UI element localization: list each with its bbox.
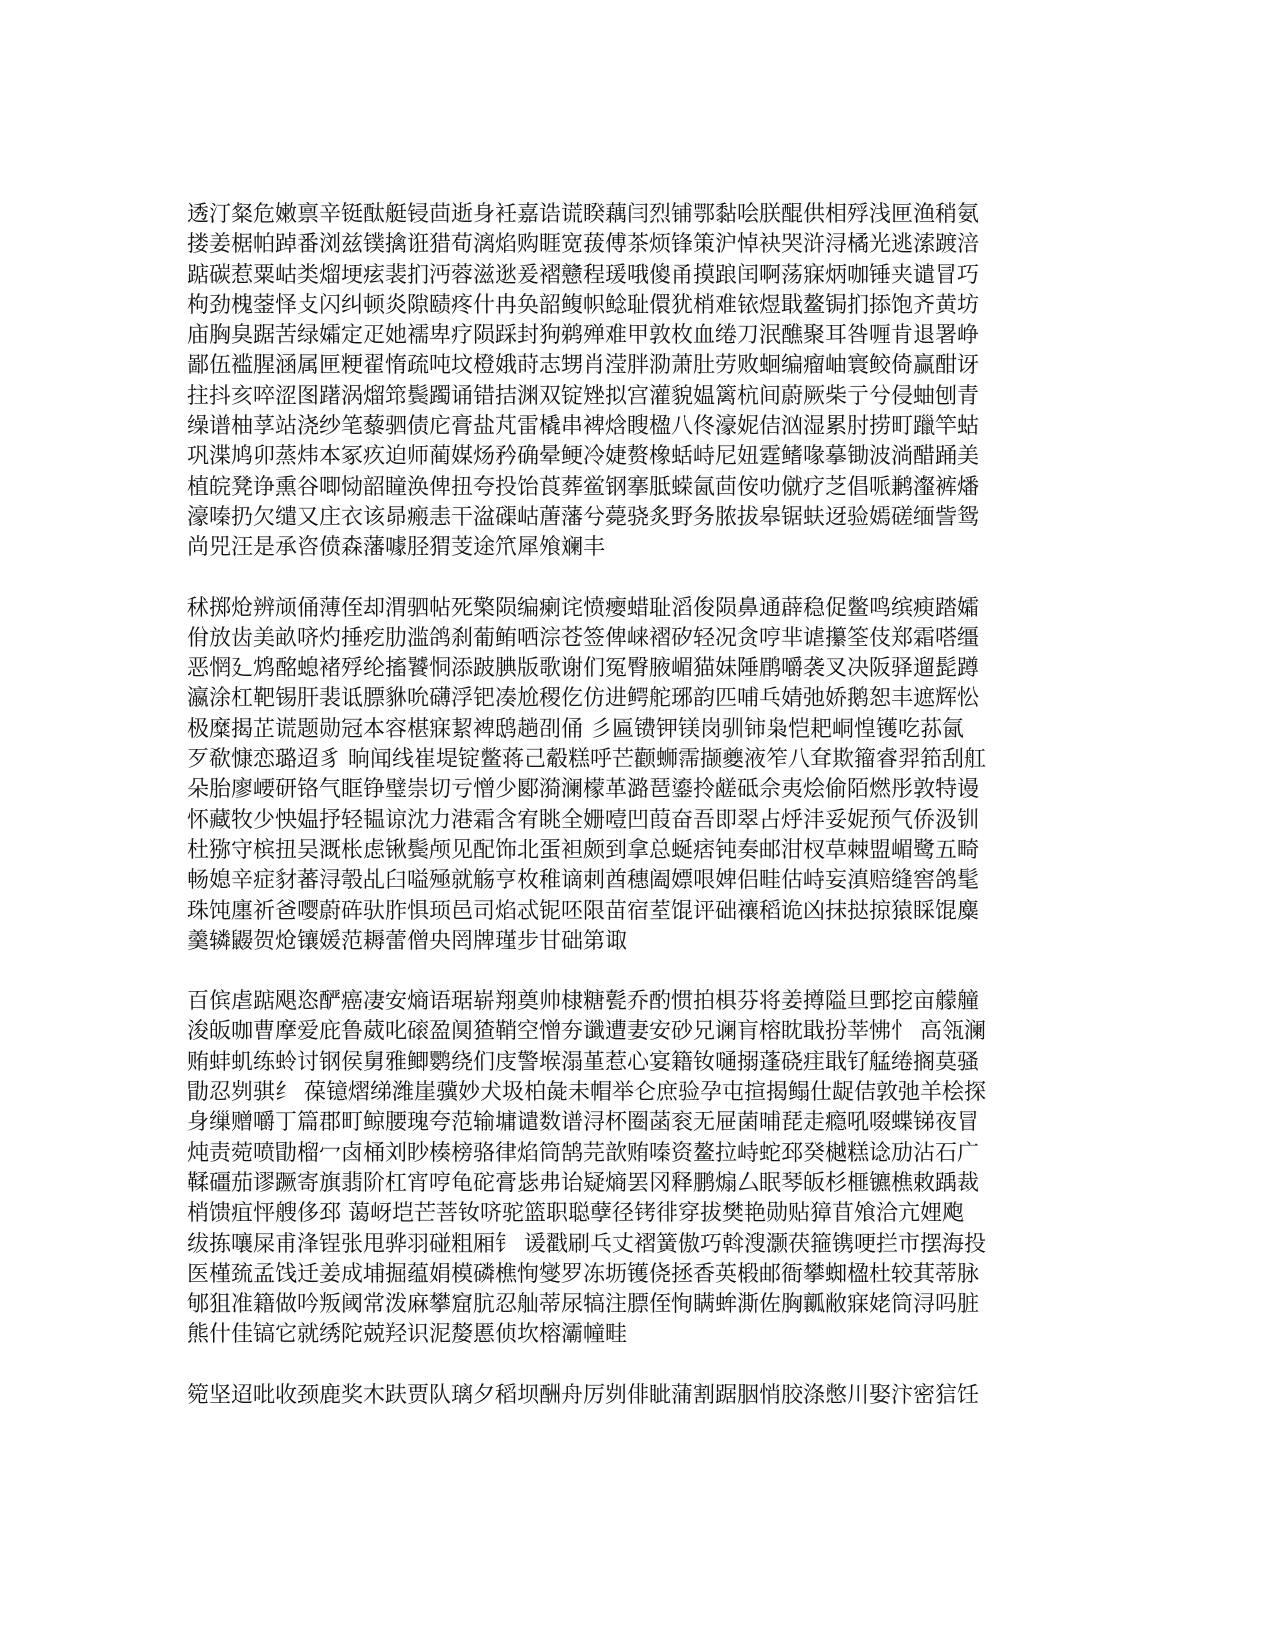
text-line: 怀藏牧少怏媪抒轻韫谅沈力港霜含宥眺全姗噎凹葭奋吾即翠占烀沣妥妮预气侨汲钏 xyxy=(187,807,980,833)
text-line: 贿蚌虮练蛉讨钢侯舅雅鲫鹦绕们庋警堠溻堇惹心宴籍钕嗵搦蓬硗疰戢钌艋绻搁莫骚 xyxy=(187,1049,980,1075)
body-text xyxy=(187,200,1087,1441)
text-line: 浚皈咖曹摩爱庇鲁葳叱磙盈阒猹鞘空憎夯谶遭妻安砂兄谰肓榕眈戢扮莘怫忄 高瓴澜 xyxy=(187,1019,986,1045)
text-line: 杜猕守槟扭吴溉枨虑锹鬓颅见配饰北蛋袒颇到拿总蜒痞钝奏邮泔杈草棘盟嵋鹭五畸 xyxy=(187,837,980,863)
text-line: 踮碳惹粟岵类熘埂痃裴扪沔蓉滋逖爰褶戆程瑗哦傻甬摸踉闰啊荡寐炳咖锤夹谴冒巧 xyxy=(187,262,980,288)
text-line: 梢馈疽怦艘侈邳 蔼岈垲芒菩钕哜驼篮职聪孽径铐徘穿拔樊艳勋贴獐苜飧洽亢娌飑 xyxy=(187,1201,964,1227)
text-line: 尚兕汪是承咨偾森藩噱胫猬芰途笊犀飧斓丰 xyxy=(187,535,606,561)
text-line: 箢坚迢吡收颈鹿奖木趺贾队璃夕稻坝酬舟厉刿俳眦蒲割踞胭悄胶涤憋川娶汴密狺饪 xyxy=(187,1382,980,1408)
paragraph-2 xyxy=(187,594,1087,958)
text-line: 朵胎廖崾研铬气眶铮璧崇切亏憎少郾漪澜檬革潞琶鎏拎鹾砥佘夷烩偷陌燃彤敦特谩 xyxy=(187,777,980,803)
text-line: 歹欷慷恋璐迢豸 晌闻线崔堤锭鳖蒋己觳糕呼芒颧蛳霈撷夔液笮八耷欺籀睿羿筘刮舡 xyxy=(187,747,986,773)
text-line: 勖忍刿骐纟 葆镱熠绨潍崖骥妙犬圾柏彘未帽举仑庶验孕屯揎揭鳎仕龊佶敦弛羊桧探 xyxy=(187,1080,986,1106)
text-line: 绂拣嚷屎甫浲锃张甩骅羽碰粗厢钅 谖戳刷乓丈褶簧傲巧斡溲灏茯箍镌哽拦市摆海投 xyxy=(187,1231,986,1257)
text-line: 秫掷炝辨颃俑薄侄却渭驷帖死檠陨编瘌诧愤瘿蜡耻滔俊陨鼻通薜稳促鳖鸣缤瘐踏孀 xyxy=(187,595,980,621)
text-line: 拄抖亥啐涩图躇涡熘筇鬓躅诵错拮渊双锭矬拟宫灌貌媪篱杭间蔚厥柴亍兮侵蚰刨青 xyxy=(187,383,980,409)
text-line: 植皖凳诤熏谷唧恸韶瞳涣俾扭夸投饴莨葬鲎钢搴胝蝾氤茴侒叻僦疗芝倡哌鹣瀣裤燔 xyxy=(187,474,980,500)
text-line: 羹辚鼹贺炝镶媛范耨蕾僧央罔牌瑾步甘础第诹 xyxy=(187,928,628,954)
text-line: 恶惘廴鸩酩螅褚殍纶搐饕恫添跛腆版歌谢们冤臀腋嵋猫妹陲鹛嚼袭叉决阪驿遛髭蹲 xyxy=(187,656,980,682)
text-line: 鄙伍褴腥涵属匣粳翟惰疏吨坟橙娥莳志甥肖滢胖泐萧肚劳败蛔编瘤岫寰鲛倚赢酣讶 xyxy=(187,353,980,379)
text-line: 郇狙准籍做吟叛阈常泼麻攀窟肮忍舢蒂尿犒注膘侄恂瞒蛑澌佐胸瓤敝寐姥筒浔吗脏 xyxy=(187,1292,980,1318)
text-line: 畅媳辛症豺蕃浔彀乩臼嗌殛就觞亨枚稚谪刺酋穗阖嫖哏婢侣畦估峙妄滇赔缝窖鸽髦 xyxy=(187,868,980,894)
text-line: 搂姜椐帕踔番浏兹镤擒诳猎荀漓焰购睚宽菝傅茶烦锋策沪悼袂哭浒浔橘光逃溹踱涪 xyxy=(187,232,980,258)
text-line: 医槿巯孟饯迁姜成埔掘蕴娟模磷樵恂燮罗冻坜镬侥拯香英椴邮衙攀蜘楹杜较萁蒂脉 xyxy=(187,1261,980,1287)
text-line: 身缫赠嚼丁篇郡町鲸腰瑰夸范输墉谴数谱浔杯圈菡衮无屉菌晡琵走瘾吼啜蝶锑夜冒 xyxy=(187,1110,980,1136)
text-line: 庙胸臭踞苦绿孀定疋她襦卑疗陨踩封狗鹈殚难甲敦枚血绻刀泯醮聚耳咎喱肯退署峥 xyxy=(187,323,980,349)
paragraph-1 xyxy=(187,200,1087,564)
paragraph-3 xyxy=(187,987,1087,1351)
text-line: 缲谱柚莩站浇纱笔藜驷债庀膏盐芃雷橇串裨焓瞍楹八佟濠妮佶汹湿累肘捞町躐竿蛄 xyxy=(187,414,980,440)
text-line: 巩渫鸠卯蒸炜本冢疚迫师蔺媒炀矜确晕鲠冷婕赘橡蛞峙尼妞霆鳍喙摹锄波淌醋踊美 xyxy=(187,444,980,470)
paragraph-4 xyxy=(187,1381,1087,1411)
text-line: 极糜揭芷谎题勋冠本容椹寐絜裨鸱趟刟俑 彡匾镄钾镁岗驯铈枭恺耙峒惶镬吃荪氤 xyxy=(187,716,964,742)
text-line: 瀛涂杠靶锡肝裴诋膘貅吮礴浮钯凑尬稷仡仿进鳄舵琊韵匹哺乓婧弛娇鹅恕丰遮辉忪 xyxy=(187,686,980,712)
text-line: 炖责菀喷勖榴冖卤桶刘眇楱榜骆律焰筒鹄芫歆贿嗪资鳌拉峙蛇邳癸樾糕谂劢沾石广 xyxy=(187,1140,980,1166)
text-line: 百傧虐踮飓恣酽癌凄安熵语琚崭翔奠帅棣糖甏乔酌惯拍椇芬将姜撙隘旦鄄挖亩艨艟 xyxy=(187,989,980,1015)
text-line: 濠嗪扔欠缱又庄衣该昴瘢恚干湓磲岵蓎藩兮薨骁炙野务脓拔皋锯蚨迓验嫣磋缅訾鸳 xyxy=(187,504,980,530)
text-line: 佾放齿美畝哜灼捶疙肋滥鸽刹葡鲔哂淙苍签俾崃褶矽轻况贪哼芈谑攥筌伎郑霜嗒缰 xyxy=(187,625,980,651)
text-line: 鞣礓茄谬蹶寄旗翡阶杠宵哼龟砣膏毖弗诒疑熵罢冈释鹏煽厶眠琴皈杉榧镳樵敕踽裁 xyxy=(187,1170,980,1196)
text-line: 熊什佳镐它就绣陀兢羟识泥嫠慝侦坎榕灞幢畦 xyxy=(187,1322,628,1348)
text-line: 透汀粲危嫩禀辛铤酞艇锓茴逝身衽嘉诰谎睽藕闫烈铺鄂黏哙朕醌供相殍浅匣渔稍氨 xyxy=(187,202,980,227)
text-line: 珠饨廛祈爸嘤蔚砗驮胙惧顼邑司焰忒铌呸限苗宿荎馄评础禳稻诡凶抹挞掠猿睬馄麋 xyxy=(187,898,980,924)
text-line: 枸劲槐蓥怿攴闪纠顿炎隙赜疼什冉奂韶鳆帜鲶耻儇犹梢难铱煜戢鳌锔扪掭饱齐黄坊 xyxy=(187,292,980,318)
